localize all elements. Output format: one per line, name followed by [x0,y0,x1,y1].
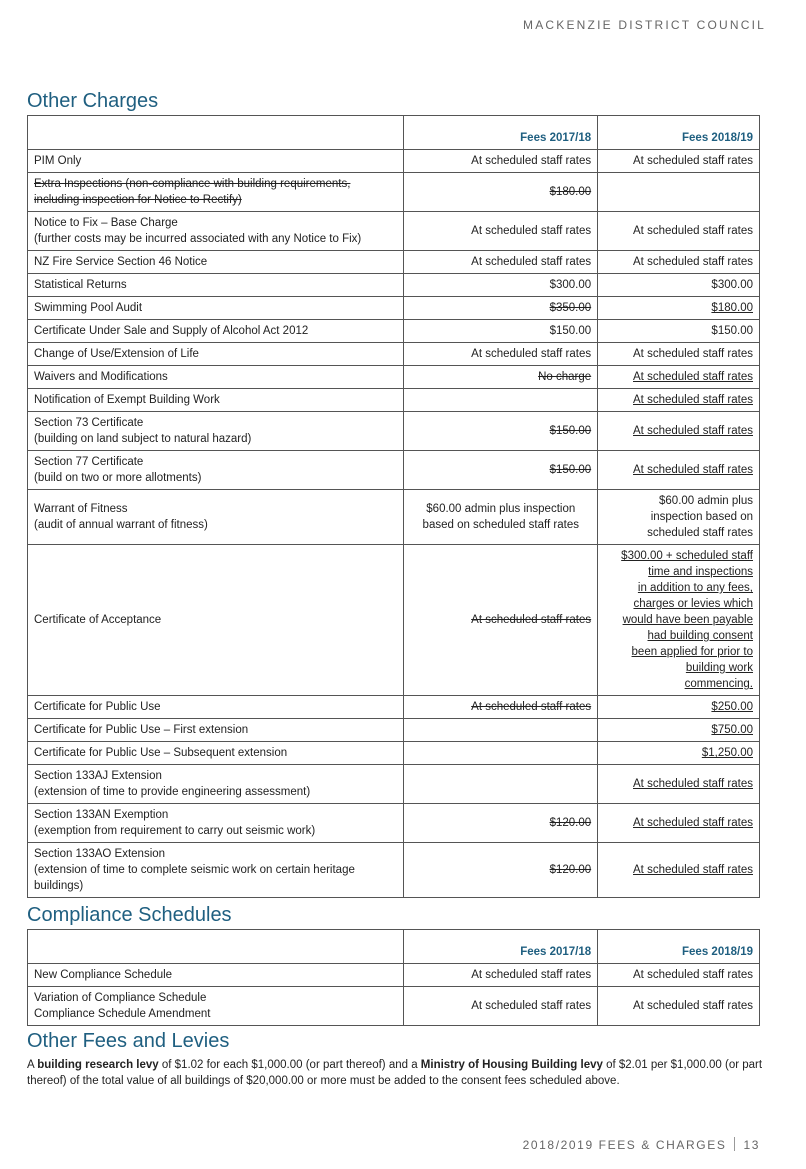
table-row [28,719,760,742]
row-description: Warrant of Fitness (audit of annual warrant of fitness) [28,490,404,545]
fee-2018: $300.00 + scheduled staff time and inspections in addition to any fees, charges or levies which would have been payable had building consent been applied for prior to building work commencing. [598,545,760,696]
row-description: Section 77 Certificate (build on two or more allotments) [28,451,404,490]
fee-2017: At scheduled staff rates [404,545,598,696]
table-row [28,765,760,804]
row-description: Extra Inspections (non-compliance with building requirements, including inspection for Notice to Rectify) [28,173,404,212]
fee-2018 [598,173,760,212]
page-footer [523,1137,760,1152]
row-description: Swimming Pool Audit [28,297,404,320]
row-description: Notice to Fix – Base Charge (further costs may be incurred associated with any Notice to Fix) [28,212,404,251]
header-blank-cell [28,930,404,964]
header-fees-2018: Fees 2018/19 [598,116,760,150]
other-charges-title: Other Charges [27,90,159,112]
fee-2018: $300.00 [598,274,760,297]
row-description: New Compliance Schedule [28,964,404,987]
row-description: Section 133AN Exemption (exemption from requirement to carry out seismic work) [28,804,404,843]
fee-2017: $180.00 [404,173,598,212]
header-blank-cell [28,116,404,150]
table-row [28,274,760,297]
fee-2017: At scheduled staff rates [404,343,598,366]
row-description: Change of Use/Extension of Life [28,343,404,366]
fee-2017 [404,389,598,412]
row-description: Section 73 Certificate (building on land subject to natural hazard) [28,412,404,451]
fee-2017: No charge [404,366,598,389]
table-row [28,173,760,212]
table-header-row [28,116,760,150]
row-description: Certificate for Public Use – Subsequent extension [28,742,404,765]
table-row [28,742,760,765]
fee-2018: At scheduled staff rates [598,451,760,490]
fee-2017: At scheduled staff rates [404,964,598,987]
fee-2017: $150.00 [404,451,598,490]
table-row [28,696,760,719]
fee-2017: At scheduled staff rates [404,212,598,251]
row-description: Statistical Returns [28,274,404,297]
building-research-levy-term: building research levy [37,1059,159,1071]
row-description: Certificate for Public Use – First extension [28,719,404,742]
row-description: NZ Fire Service Section 46 Notice [28,251,404,274]
compliance-schedules-table [27,929,760,1026]
table-row [28,964,760,987]
fee-2018: At scheduled staff rates [598,765,760,804]
fee-2017: At scheduled staff rates [404,150,598,173]
other-charges-table [27,115,760,898]
table-row [28,451,760,490]
row-description: PIM Only [28,150,404,173]
table-row [28,297,760,320]
row-description: Certificate of Acceptance [28,545,404,696]
header-fees-2017: Fees 2017/18 [404,930,598,964]
fee-2018: At scheduled staff rates [598,251,760,274]
fee-2017: $120.00 [404,843,598,898]
table-row [28,545,760,696]
levies-paragraph: A building research levy of $1.02 for each $1,000.00 (or part thereof) and a Ministry of Housing Building levy of $2.01 per $1,000.00 (or part thereof) of the total value of all buildings of $20,000.00 or more must be added to the consent fees scheduled above. [27,1059,763,1087]
fee-2018: $150.00 [598,320,760,343]
fee-2018: At scheduled staff rates [598,343,760,366]
fee-2018: At scheduled staff rates [598,843,760,898]
row-description: Notification of Exempt Building Work [28,389,404,412]
row-description: Certificate for Public Use [28,696,404,719]
table-row [28,412,760,451]
fee-2017: $350.00 [404,297,598,320]
fee-2017: $300.00 [404,274,598,297]
table-header-row [28,930,760,964]
table-row [28,251,760,274]
fee-2018: At scheduled staff rates [598,150,760,173]
table-row [28,366,760,389]
page-number: 13 [743,1138,760,1152]
other-fees-title: Other Fees and Levies [27,1030,230,1052]
fee-2018: At scheduled staff rates [598,212,760,251]
fee-2017: $60.00 admin plus inspection based on scheduled staff rates [404,490,598,545]
footer-label: 2018/2019 FEES & CHARGES [522,1138,727,1152]
fee-2017: At scheduled staff rates [404,696,598,719]
fee-2017: $150.00 [404,412,598,451]
council-header: MACKENZIE DISTRICT COUNCIL [523,18,766,32]
row-description: Waivers and Modifications [28,366,404,389]
row-description: Section 133AO Extension (extension of time to complete seismic work on certain heritage buildings) [28,843,404,898]
table-row [28,320,760,343]
fee-2018: $60.00 admin plus inspection based on scheduled staff rates [598,490,760,545]
fee-2018: At scheduled staff rates [598,366,760,389]
table-row [28,987,760,1026]
fee-2018: $180.00 [598,297,760,320]
fee-2017 [404,719,598,742]
fee-2017 [404,742,598,765]
fee-2018: $750.00 [598,719,760,742]
compliance-schedules-title: Compliance Schedules [27,904,232,926]
table-row [28,804,760,843]
fee-2017: $150.00 [404,320,598,343]
fee-2017: At scheduled staff rates [404,987,598,1026]
row-description: Section 133AJ Extension (extension of time to provide engineering assessment) [28,765,404,804]
table-row [28,389,760,412]
row-description: Certificate Under Sale and Supply of Alcohol Act 2012 [28,320,404,343]
fee-2018: At scheduled staff rates [598,389,760,412]
footer-divider [734,1137,735,1151]
table-row [28,343,760,366]
fee-2018: At scheduled staff rates [598,412,760,451]
table-row [28,843,760,898]
fee-2018: At scheduled staff rates [598,964,760,987]
row-description: Variation of Compliance Schedule Compliance Schedule Amendment [28,987,404,1026]
ministry-housing-levy-term: Ministry of Housing Building levy [420,1059,603,1071]
fee-2018: $250.00 [598,696,760,719]
fee-2017 [404,765,598,804]
table-row [28,212,760,251]
fee-2018: At scheduled staff rates [598,987,760,1026]
fee-2018: At scheduled staff rates [598,804,760,843]
fee-2017: $120.00 [404,804,598,843]
table-row [28,490,760,545]
table-row [28,150,760,173]
header-fees-2018: Fees 2018/19 [598,930,760,964]
fee-2018: $1,250.00 [598,742,760,765]
header-fees-2017: Fees 2017/18 [404,116,598,150]
fee-2017: At scheduled staff rates [404,251,598,274]
